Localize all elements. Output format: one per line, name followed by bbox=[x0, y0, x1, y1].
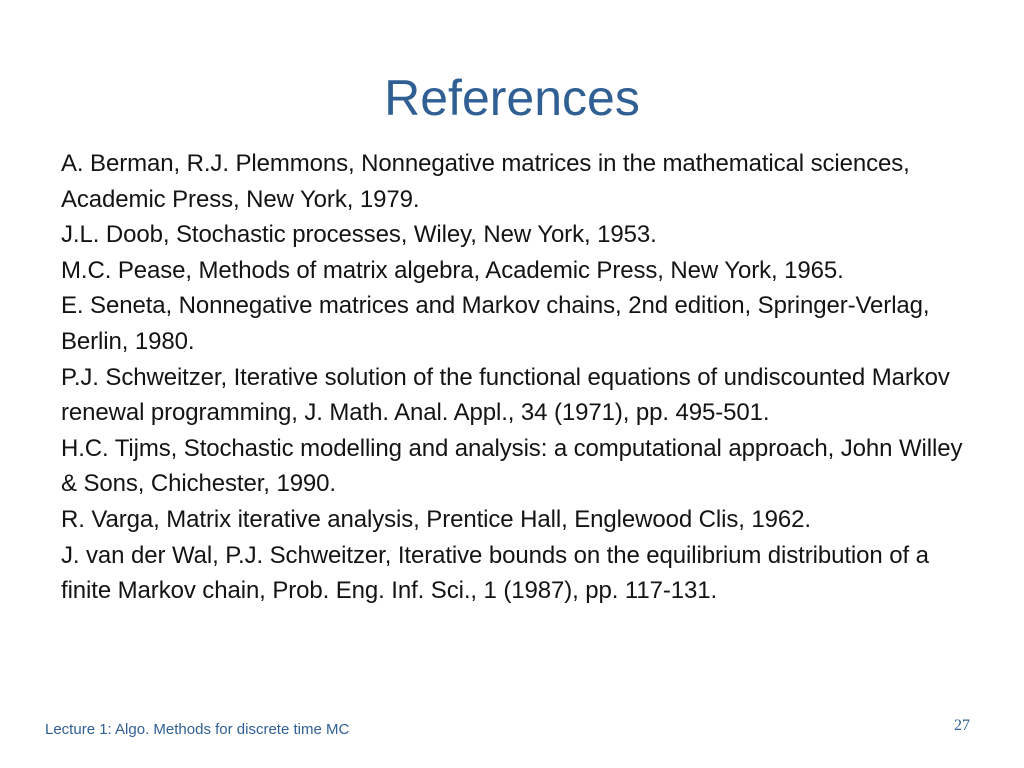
reference-item: E. Seneta, Nonnegative matrices and Markov chains, 2nd edition, Springer-Verlag, Berlin, 1980. bbox=[61, 292, 930, 355]
slide-title: References bbox=[384, 70, 640, 126]
reference-item: M.C. Pease, Methods of matrix algebra, Academic Press, New York, 1965. bbox=[61, 256, 844, 284]
page-number: 27 bbox=[954, 717, 970, 734]
reference-item: R. Varga, Matrix iterative analysis, Prentice Hall, Englewood Clis, 1962. bbox=[61, 505, 811, 533]
reference-item: J. van der Wal, P.J. Schweitzer, Iterative bounds on the equilibrium distribution of a finite Markov chain, Prob. Eng. Inf. Sci., 1 (1987), pp. 117-131. bbox=[61, 541, 929, 605]
reference-item: A. Berman, R.J. Plemmons, Nonnegative matrices in the mathematical sciences, Academic Press, New York, 1979. bbox=[61, 150, 910, 213]
slide-footer: Lecture 1: Algo. Methods for discrete time MC bbox=[45, 721, 350, 738]
reference-item: J.L. Doob, Stochastic processes, Wiley, New York, 1953. bbox=[61, 221, 657, 249]
reference-item: P.J. Schweitzer, Iterative solution of the functional equations of undiscounted Markov renewal programming, J. Math. Anal. Appl., 34 (1971), pp. 495-501. bbox=[61, 363, 950, 427]
reference-item: H.C. Tijms, Stochastic modelling and analysis: a computational approach, John Willey & Sons, Chichester, 1990. bbox=[61, 434, 963, 498]
reference-list bbox=[61, 146, 976, 609]
